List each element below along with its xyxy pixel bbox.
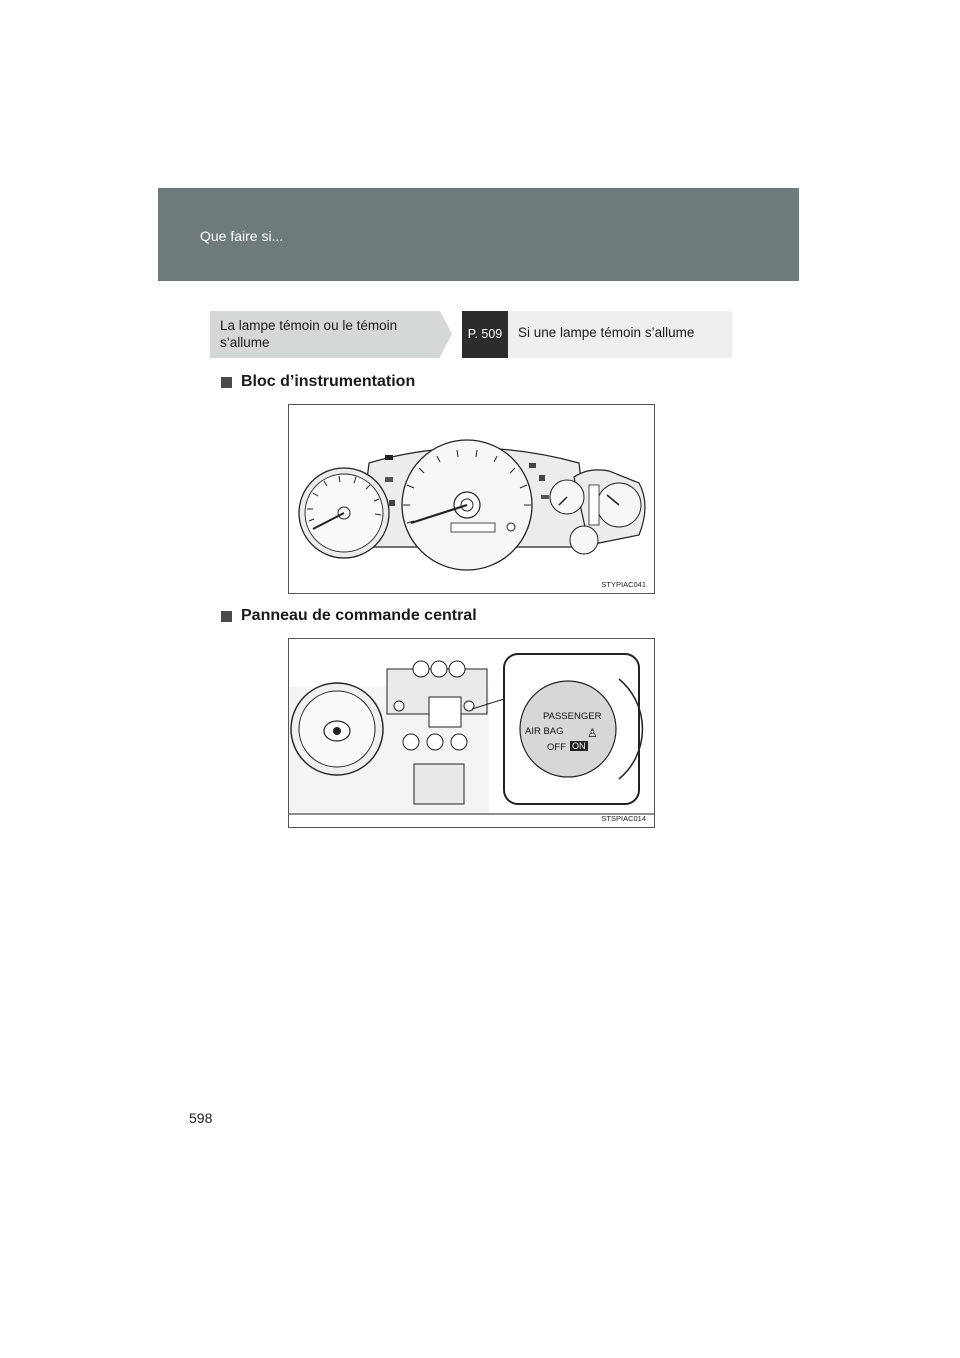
seatbelt-person-icon: ♙ <box>587 726 598 740</box>
section-heading-text: Panneau de commande central <box>241 607 477 624</box>
instrument-cluster-illustration <box>289 405 654 593</box>
page-number: 598 <box>189 1110 213 1126</box>
reference-condition: La lampe témoin ou le témoin s’allume <box>220 318 398 350</box>
chapter-header-band <box>158 188 799 281</box>
center-panel-illustration <box>289 639 654 827</box>
bullet-square-icon <box>221 377 232 388</box>
chapter-title: Que faire si... <box>200 228 284 244</box>
center-panel-figure <box>288 638 655 828</box>
figure-code: STSPIAC014 <box>601 814 646 823</box>
reference-page-link[interactable]: P. 509 <box>462 311 508 358</box>
airbag-label-passenger: PASSENGER <box>543 711 602 722</box>
section-heading-text: Bloc d’instrumentation <box>241 373 416 390</box>
figure-code: STYPIAC041 <box>601 580 646 589</box>
section-heading-center-panel <box>221 607 477 625</box>
reference-action: Si une lampe témoin s’allume <box>518 325 695 340</box>
airbag-off-indicator: OFF <box>547 742 566 753</box>
instrument-cluster-figure <box>288 404 655 594</box>
reference-condition-box <box>210 311 440 358</box>
reference-arrow-icon <box>440 311 452 357</box>
airbag-on-indicator: ON <box>572 741 586 751</box>
reference-action-box <box>508 311 732 358</box>
section-heading-instrument-cluster <box>221 373 415 391</box>
reference-row <box>210 311 732 358</box>
airbag-label-airbag: AIR BAG <box>525 726 564 737</box>
bullet-square-icon <box>221 611 232 622</box>
